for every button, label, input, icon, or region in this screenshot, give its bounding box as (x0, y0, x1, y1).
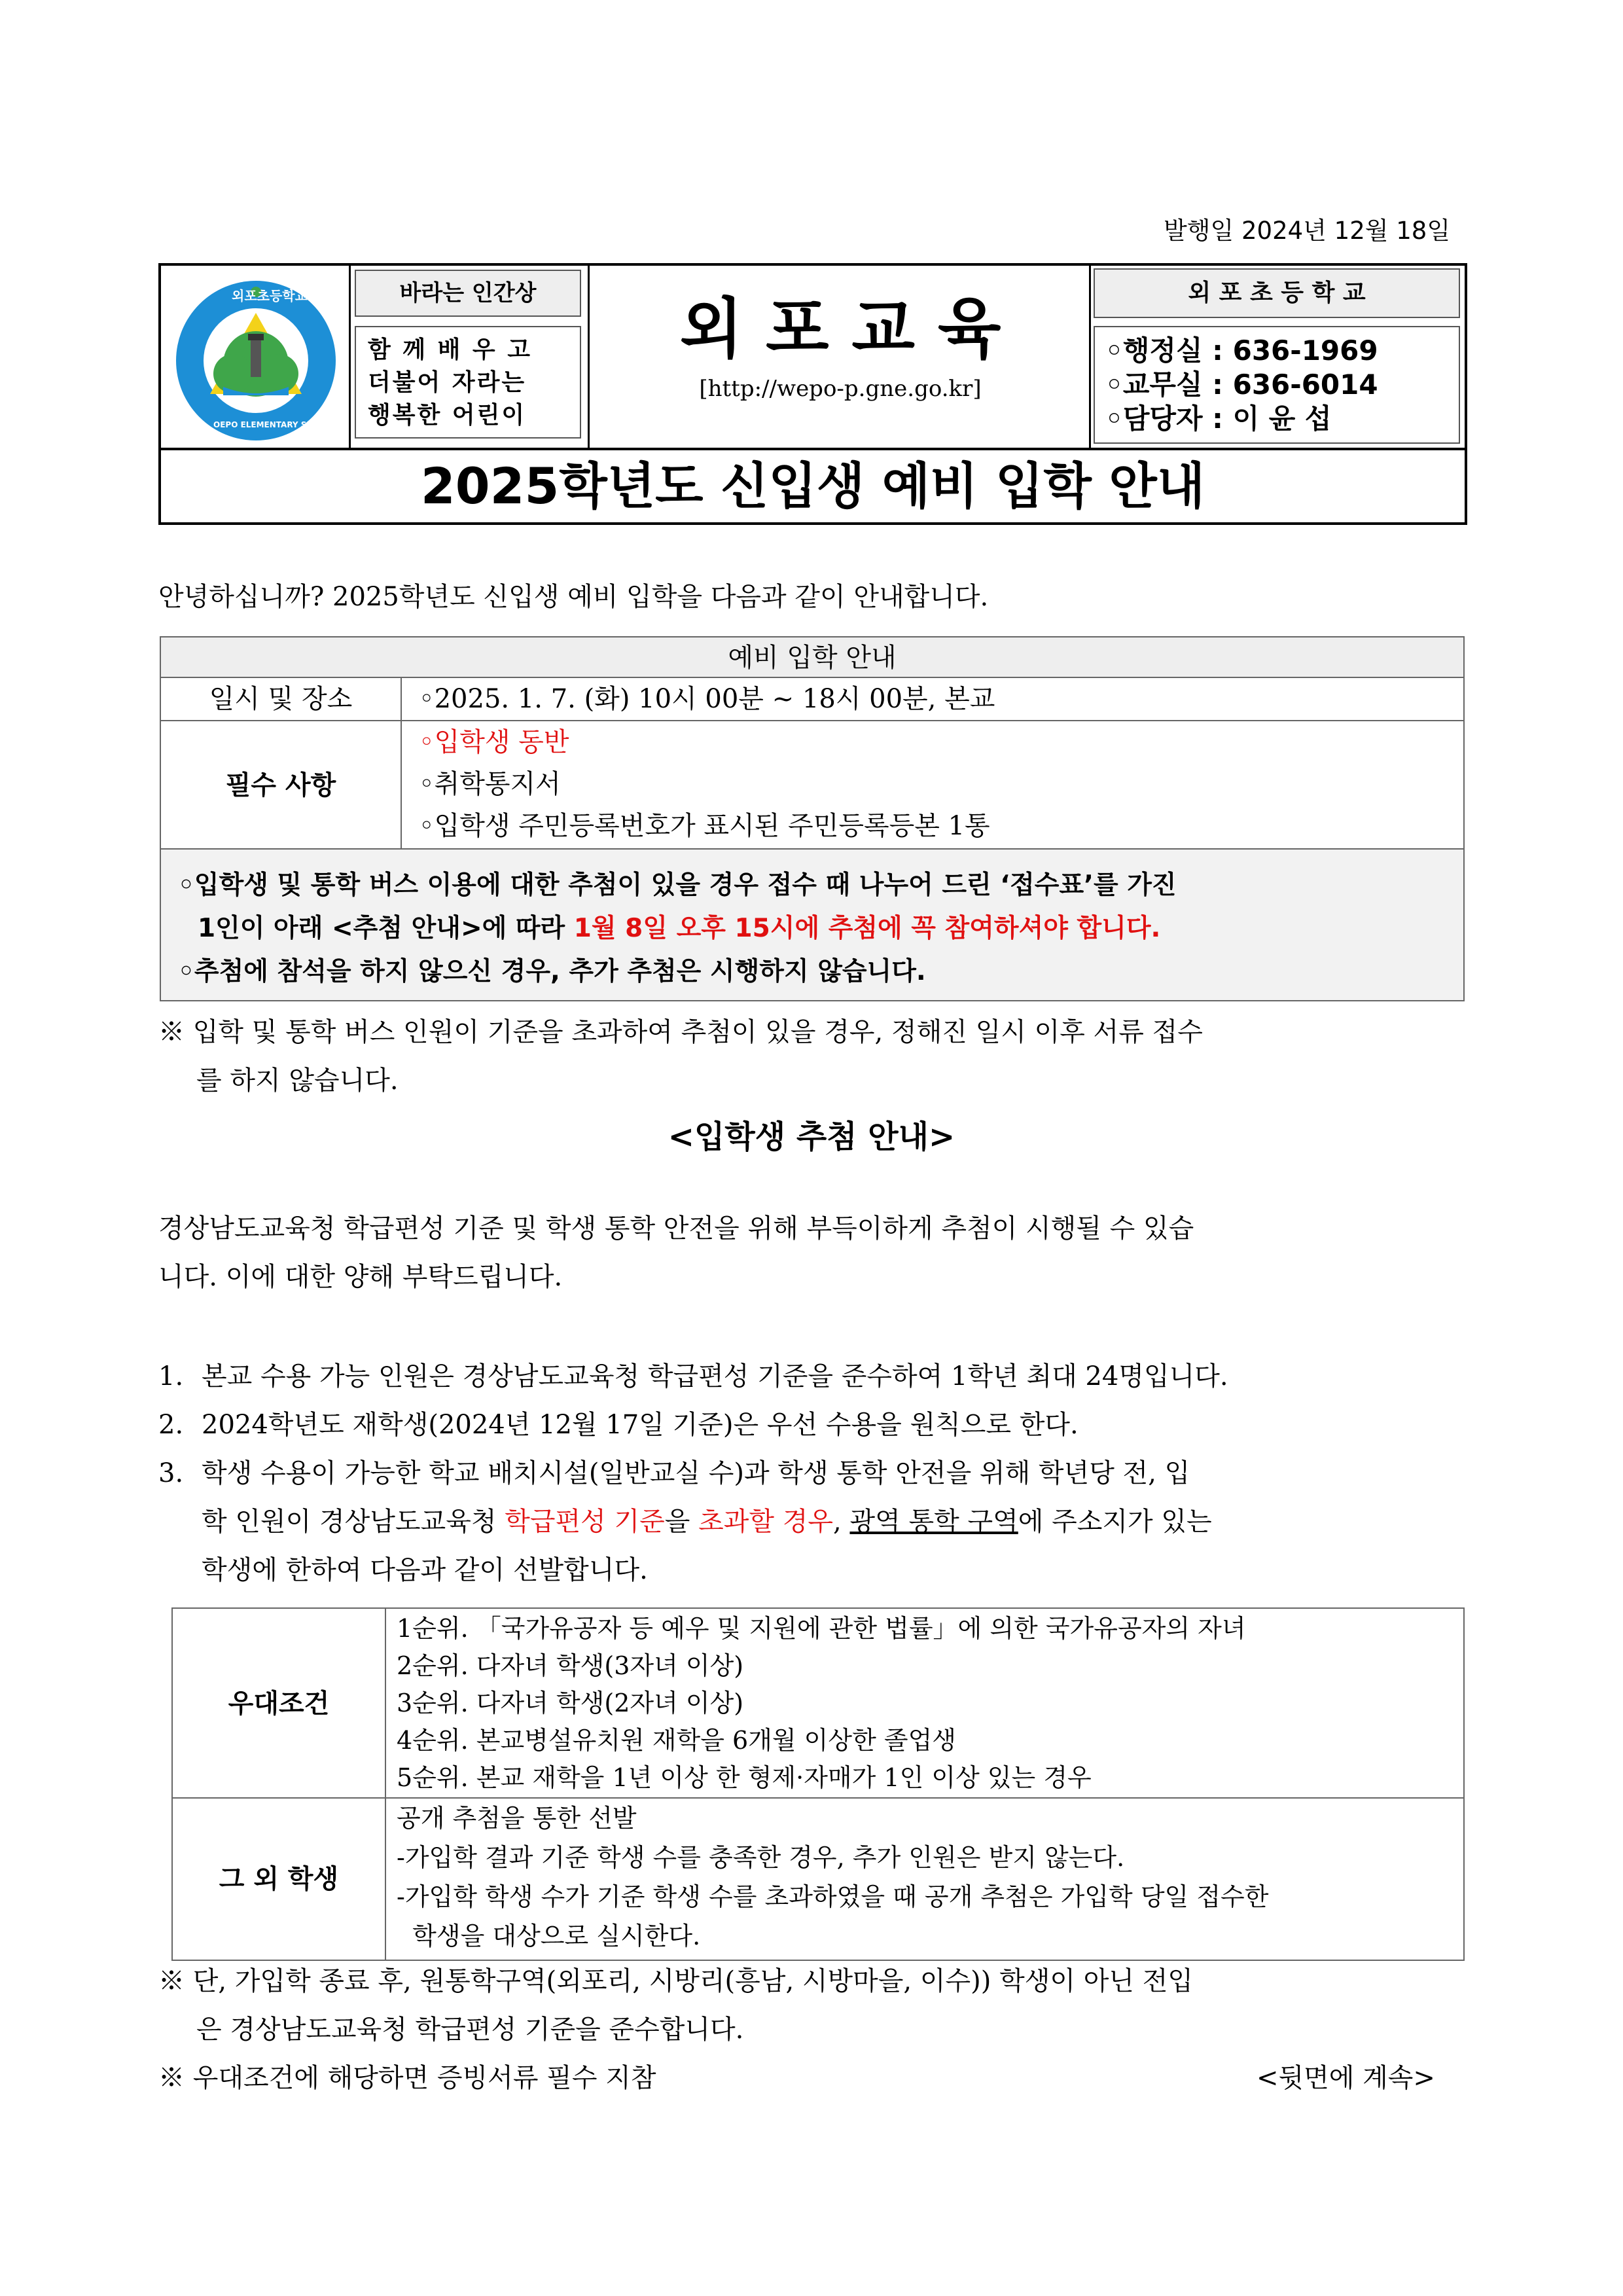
school-name: 외 포 초 등 학 교 (1094, 268, 1460, 318)
ideal-line-1: 함 께 배 우 고 (368, 336, 533, 363)
list-num-1: 1. (158, 1361, 184, 1391)
ideal-cell (351, 266, 590, 448)
lottery-notice (161, 850, 1463, 1000)
logo-ring-text: 외포초등학교 (232, 288, 308, 304)
list-text-3-line-1: 학생 수용이 가능한 학교 배치시설(일반교실 수)과 학생 통학 안전을 위해 학년당 전, 입 (202, 1458, 1190, 1488)
others-4: 학생을 대상으로 실시한다. (397, 1922, 701, 1950)
required-item-2: ◦취학통지서 (419, 769, 561, 799)
priority-2: 2순위. 다자녀 학생(3자녀 이상) (397, 1651, 744, 1680)
intro (158, 1204, 1194, 1301)
issue-date: 발행일 2024년 12월 18일 (1164, 217, 1451, 245)
row-value-required (402, 721, 1463, 850)
list-num-3: 3. (158, 1458, 184, 1488)
others-1: 공개 추첨을 통한 선발 (397, 1804, 637, 1833)
list-text-3-e: , (833, 1507, 850, 1537)
priority-list (386, 1609, 1463, 1799)
note-3: ※ 우대조건에 해당하면 증빙서류 필수 지참 (158, 2063, 656, 2093)
ideal-line-3: 행복한 어린이 (368, 402, 527, 429)
list-text-3-f: 광역 통학 구역 (849, 1507, 1018, 1537)
list-text-3-a: 학 인원이 경상남도교육청 (202, 1507, 505, 1537)
row-label-priority: 우대조건 (173, 1609, 386, 1799)
row-label-datetime: 일시 및 장소 (161, 678, 402, 721)
note-2 (158, 1957, 1193, 2054)
list-text-3-c: 을 (664, 1507, 699, 1537)
row-label-others: 그 외 학생 (173, 1799, 386, 1960)
row-value-datetime: ◦2025. 1. 7. (화) 10시 00분 ~ 18시 00분, 본교 (402, 678, 1463, 721)
rules-list (158, 1352, 1228, 1594)
pre-admission-table (160, 636, 1465, 1001)
title-cell (590, 266, 1091, 448)
contact-box (1094, 326, 1460, 444)
list-text-2: 2024학년도 재학생(2024년 12월 17일 기준)은 우선 수용을 원칙으로 한다. (202, 1410, 1079, 1440)
priority-5: 5순위. 본교 재학을 1년 이상 한 형제·자매가 1인 이상 있는 경우 (397, 1763, 1092, 1792)
newsletter-header (158, 263, 1467, 525)
notice-line-2 (178, 907, 1463, 950)
info-table-title: 예비 입학 안내 (161, 637, 1463, 678)
list-text-1: 본교 수용 가능 인원은 경상남도교육청 학급편성 기준을 준수하여 1학년 최대 24명입니다. (202, 1361, 1228, 1391)
list-num-2: 2. (158, 1410, 184, 1440)
list-item-3-line-2 (158, 1498, 1228, 1546)
list-item-3 (158, 1449, 1228, 1498)
notice-line-2-text: 1인이 아래 <추첨 안내>에 따라 (198, 914, 574, 943)
notice-line-1: ◦입학생 및 통학 버스 이용에 대한 추첨이 있을 경우 접수 때 나누어 드린 ‘접수표’를 가진 (178, 870, 1177, 900)
contact-person: ◦담당자 : 이 윤 섭 (1105, 403, 1332, 435)
list-text-3-b: 학급편성 기준 (505, 1507, 665, 1537)
ideal-box (355, 326, 581, 439)
greeting: 안녕하십니까? 2025학년도 신입생 예비 입학을 다음과 같이 안내합니다. (158, 582, 989, 612)
others-list (386, 1799, 1463, 1960)
row-label-required: 필수 사항 (161, 721, 402, 850)
list-text-3-d: 초과할 경우 (698, 1507, 834, 1537)
logo-cell (161, 266, 351, 448)
required-item-1: ◦입학생 동반 (419, 727, 569, 757)
priority-3: 3순위. 다자녀 학생(2자녀 이상) (397, 1689, 744, 1717)
note-1 (158, 1008, 1203, 1105)
notice-line-2-highlight: 1월 8일 오후 15시에 추첨에 꼭 참여하셔야 합니다. (573, 914, 1161, 943)
logo-ring-text-en: OEPO ELEMENTARY SCHOOL (213, 420, 338, 429)
ideal-line-2: 더불어 자라는 (368, 369, 527, 396)
newsletter-title: 외 포 교 육 (679, 291, 1001, 367)
document-title: 2025학년도 신입생 예비 입학 안내 (161, 448, 1465, 522)
notice-line-3: ◦추첨에 참석을 하지 않으신 경우, 추가 추첨은 시행하지 않습니다. (178, 957, 926, 986)
others-2: -가입학 결과 기준 학생 수를 충족한 경우, 추가 인원은 받지 않는다. (397, 1843, 1125, 1872)
list-text-3-line-3: 학생에 한하여 다음과 같이 선발합니다. (202, 1555, 648, 1585)
required-item-3: ◦입학생 주민등록번호가 표시된 주민등록등본 1통 (419, 811, 990, 841)
selection-criteria-table (171, 1607, 1465, 1961)
contact-admin: ◦행정실 : 636-1969 (1105, 334, 1378, 367)
note-2-line-1: ※ 단, 가입학 종료 후, 원통학구역(외포리, 시방리(흥남, 시방마을, 이수)) 학생이 아닌 전입 (158, 1966, 1193, 1996)
note-2-line-2: 은 경상남도교육청 학급편성 기준을 준수합니다. (196, 2015, 744, 2045)
section-title: <입학생 추첨 안내> (668, 1119, 955, 1155)
contact-cell (1091, 266, 1465, 448)
homepage-url[interactable]: [http://wepo-p.gne.go.kr] (699, 376, 982, 402)
others-3: -가입학 학생 수가 기준 학생 수를 초과하였을 때 공개 추첨은 가입학 당일 접수한 (397, 1882, 1269, 1911)
intro-line-1: 경상남도교육청 학급편성 기준 및 학생 통학 안전을 위해 부득이하게 추첨이 시행될 수 있습 (158, 1213, 1194, 1244)
list-item-2 (158, 1401, 1228, 1449)
priority-4: 4순위. 본교병설유치원 재학을 6개월 이상한 졸업생 (397, 1726, 956, 1755)
note-1-line-2: 를 하지 않습니다. (196, 1066, 399, 1096)
priority-1: 1순위. 「국가유공자 등 예우 및 지원에 관한 법률」에 의한 국가유공자의 자녀 (397, 1614, 1246, 1643)
continued-label: <뒷면에 계속> (1257, 2063, 1435, 2093)
contact-office: ◦교무실 : 636-6014 (1105, 368, 1378, 401)
ideal-title: 바라는 인간상 (355, 270, 581, 317)
note-1-line-1: ※ 입학 및 통학 버스 인원이 기준을 초과하여 추첨이 있을 경우, 정해진 일시 이후 서류 접수 (158, 1017, 1203, 1047)
list-text-3-g: 에 주소지가 있는 (1018, 1507, 1212, 1537)
intro-line-2: 니다. 이에 대한 양해 부탁드립니다. (158, 1262, 563, 1292)
list-item-1 (158, 1352, 1228, 1401)
